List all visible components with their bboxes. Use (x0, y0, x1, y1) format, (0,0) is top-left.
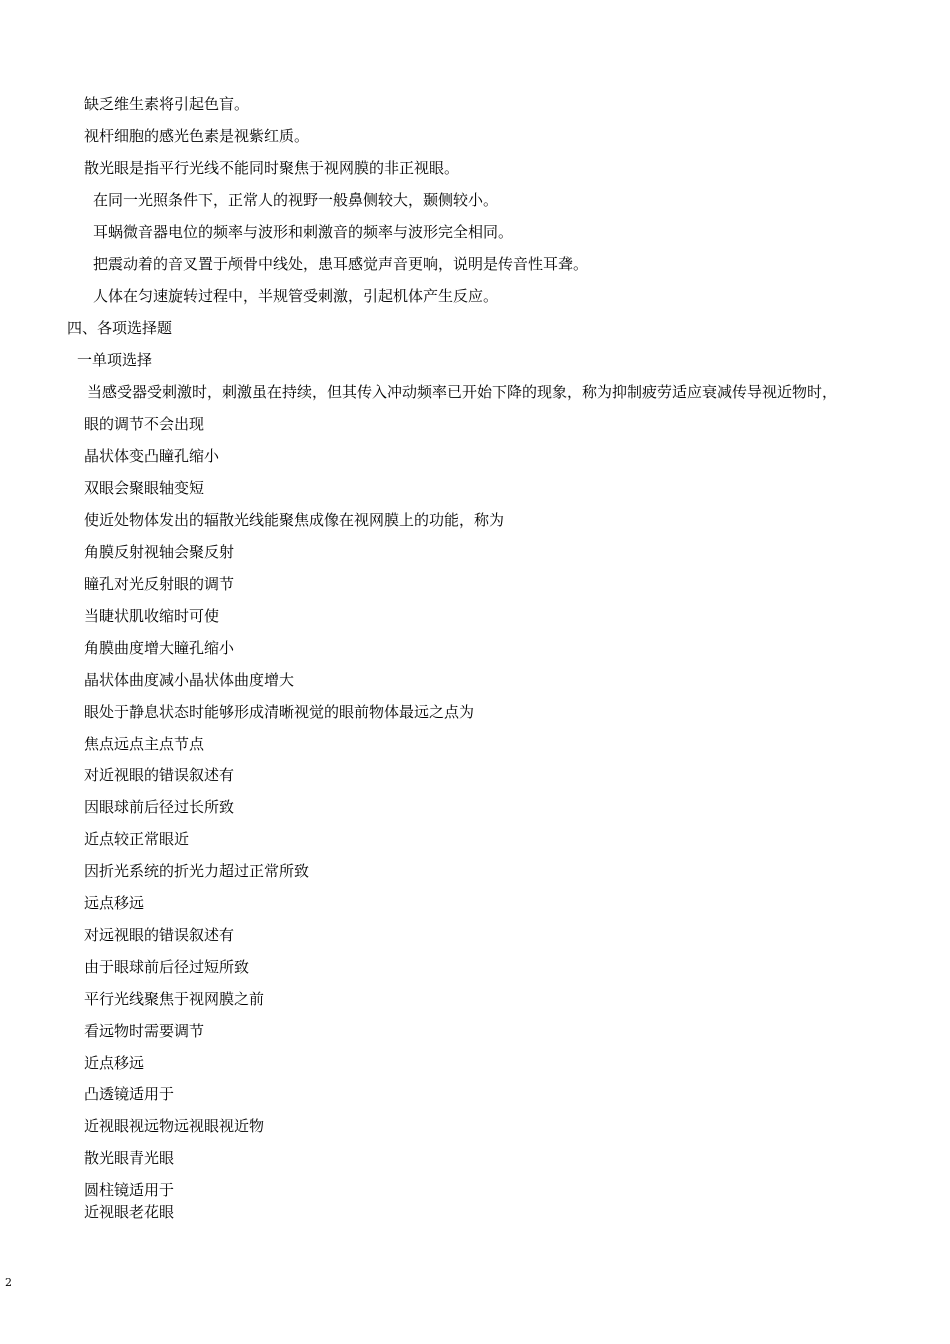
page-number: 2 (5, 1276, 12, 1289)
text-line: 圆柱镜适用于 (84, 1181, 175, 1199)
text-line: 远点移远 (84, 894, 145, 912)
text-line: 晶状体变凸瞳孔缩小 (84, 447, 220, 465)
text-line: 近点移远 (84, 1054, 145, 1072)
text-line: 凸透镜适用于 (84, 1085, 175, 1103)
text-line: 当感受器受刺激时，刺激虽在持续，但其传入冲动频率已开始下降的现象，称为抑制疲劳适应衰减传导视近物时， (87, 383, 838, 401)
subsection-heading: 一单项选择 (77, 351, 153, 369)
text-line: 对近视眼的错误叙述有 (84, 766, 235, 784)
text-line: 角膜曲度增大瞳孔缩小 (84, 639, 235, 657)
text-line: 看远物时需要调节 (84, 1022, 205, 1040)
text-line: 双眼会聚眼轴变短 (84, 479, 205, 497)
text-line: 近点较正常眼近 (84, 830, 190, 848)
text-line: 近视眼视远物远视眼视近物 (84, 1117, 265, 1135)
text-line: 眼处于静息状态时能够形成清晰视觉的眼前物体最远之点为 (84, 703, 475, 721)
text-line: 由于眼球前后径过短所致 (84, 958, 250, 976)
text-line: 耳蜗微音器电位的频率与波形和刺激音的频率与波形完全相同。 (93, 223, 514, 241)
text-line: 把震动着的音叉置于颅骨中线处，患耳感觉声音更响，说明是传音性耳聋。 (93, 255, 589, 273)
text-line: 在同一光照条件下，正常人的视野一般鼻侧较大，颞侧较小。 (93, 191, 499, 209)
text-line: 平行光线聚焦于视网膜之前 (84, 990, 265, 1008)
text-line: 使近处物体发出的辐散光线能聚焦成像在视网膜上的功能，称为 (84, 511, 505, 529)
text-line: 晶状体曲度减小晶状体曲度增大 (84, 671, 295, 689)
text-line: 因眼球前后径过长所致 (84, 798, 235, 816)
text-line: 眼的调节不会出现 (84, 415, 205, 433)
section-heading: 四、各项选择题 (67, 319, 173, 337)
text-line: 当睫状肌收缩时可使 (84, 607, 220, 625)
text-line: 视杆细胞的感光色素是视紫红质。 (84, 127, 310, 145)
text-line: 焦点远点主点节点 (84, 735, 205, 753)
text-line: 散光眼青光眼 (84, 1149, 175, 1167)
text-line: 角膜反射视轴会聚反射 (84, 543, 235, 561)
text-line: 瞳孔对光反射眼的调节 (84, 575, 235, 593)
text-line: 人体在匀速旋转过程中，半规管受刺激，引起机体产生反应。 (93, 287, 499, 305)
text-line: 近视眼老花眼 (84, 1203, 175, 1221)
text-line: 缺乏维生素将引起色盲。 (84, 95, 250, 113)
text-line: 对远视眼的错误叙述有 (84, 926, 235, 944)
text-line: 散光眼是指平行光线不能同时聚焦于视网膜的非正视眼。 (84, 159, 460, 177)
text-line: 因折光系统的折光力超过正常所致 (84, 862, 310, 880)
